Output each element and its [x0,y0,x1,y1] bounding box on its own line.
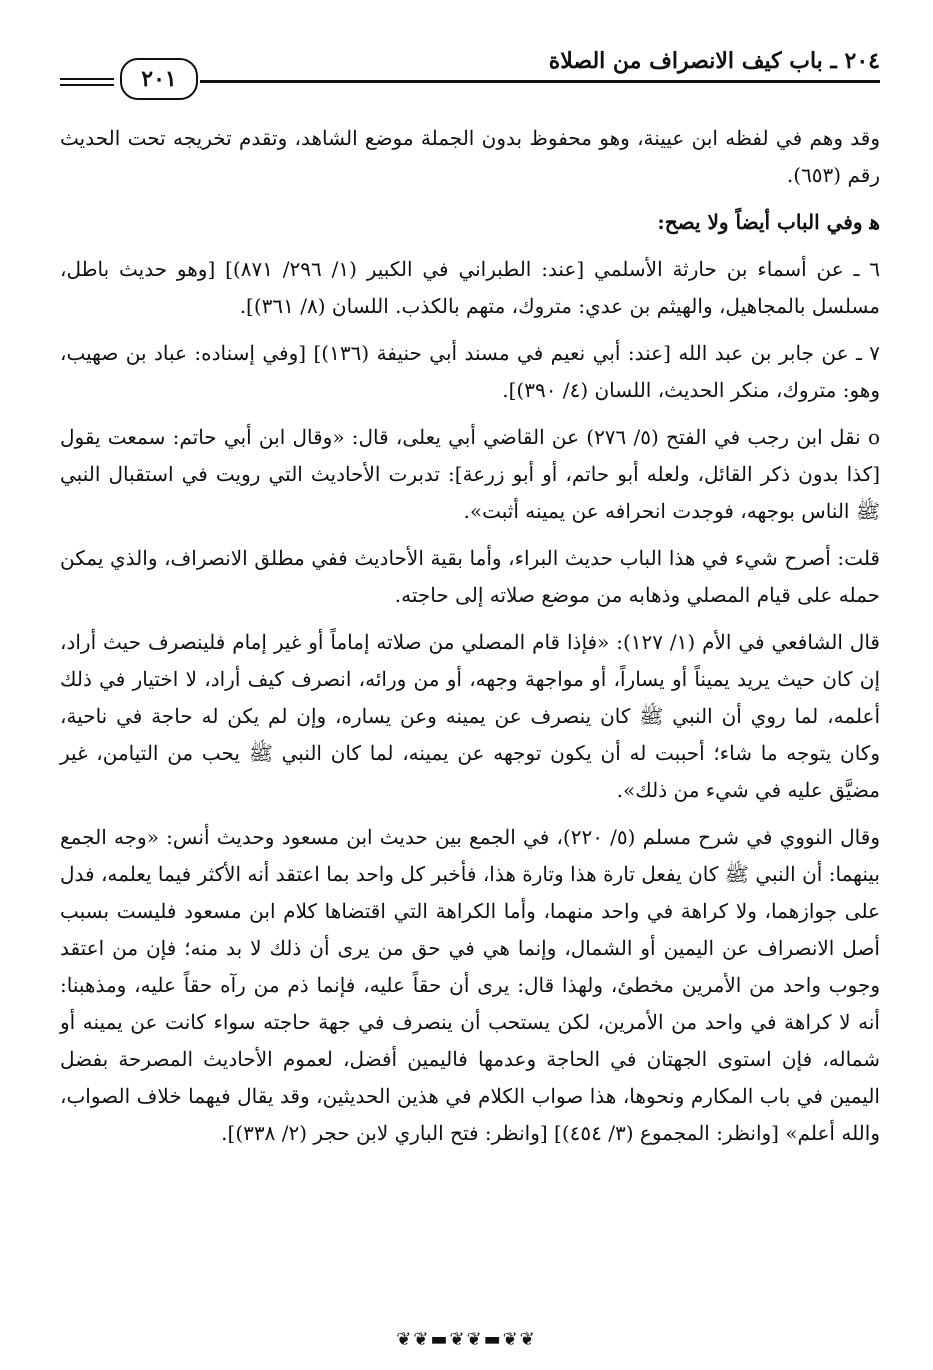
header-rule-left-bottom [60,84,114,86]
paragraph: ο نقل ابن رجب في الفتح (٥/ ٢٧٦) عن القاضي أبي يعلى، قال: «وقال ابن أبي حاتم: سمعت يقول [كذا بدون ذكر القائل، ولعله أبو حاتم، أو أبو زرعة]: تدبرت الأحاديث التي رويت في استقبال النبي ﷺ الناس بوجهه، فوجدت انحرافه عن يمينه أثبت». [60,425,880,523]
paragraph: قلت: أصرح شيء في هذا الباب حديث البراء، وأما بقية الأحاديث ففي مطلق الانصراف، والذي يمكن حمله على قيام المصلي وذهابه من موضع صلاته إلى حاجته. [60,546,880,607]
paragraph: ٧ ـ عن جابر بن عبد الله [عند: أبي نعيم في مسند أبي حنيفة (١٣٦)] [وفي إسناده: عباد بن صهيب، وهو: متروك، منكر الحديث، اللسان (٤/ ٣٩٠)]. [60,341,880,402]
footer-ornament: ❦❦▬❦❦▬❦❦ [396,1329,537,1350]
paragraph: ٦ ـ عن أسماء بن حارثة الأسلمي [عند: الطبراني في الكبير (١/ ٢٩٦/ ٨٧١)] [وهو حديث باطل، مسلسل بالمجاهيل، والهيثم بن عدي: متروك، متهم بالكذب. اللسان (٨/ ٣٦١)]. [60,257,880,318]
header-rule-left-top [60,78,114,80]
paragraph: وقد وهم في لفظه ابن عيينة، وهو محفوظ بدون الجملة موضع الشاهد، وتقدم تخريجه تحت الحديث رقم (٦٥٣). [60,126,880,187]
paragraph: قال الشافعي في الأم (١/ ١٢٧): «فإذا قام المصلي من صلاته إماماً أو غير إمام فلينصرف حيث أراد، إن كان حيث يريد يميناً أو يساراً، أو مواجهة وجهه، أو من ورائه، انصرف كيف أراد، لا اختيار في ذلك أعلمه، لما روي أن النبي ﷺ كان ينصرف عن يمينه وعن يساره، وإن لم يكن له حاجة في ناحية، وكان يتوجه ما شاء؛ أحببت له أن يكون توجهه عن يمينه، لما كان النبي ﷺ يحب من التيامن، غير مضيَّق عليه في شيء من ذلك». [60,630,881,802]
page-header [60,40,880,100]
section-heading: ﻫ وفي الباب أيضاً ولا يصح: [657,210,880,234]
chapter-title: ٢٠٤ ـ باب كيف الانصراف من الصلاة [548,48,880,74]
page [60,40,880,1340]
paragraph: وقال النووي في شرح مسلم (٥/ ٢٢٠)، في الجمع بين حديث ابن مسعود وحديث أنس: «وجه الجمع بينهما: أن النبي ﷺ كان يفعل تارة هذا وتارة هذا، فأخبر كل واحد بما اعتقد أنه الأكثر فيما يعلمه، فدل على جوازهما، ولا كراهة في واحد منهما، وأما الكراهة التي اقتضاها كلام ابن مسعود فليست بسبب أصل الانصراف عن اليمين أو الشمال، وإنما هي في حق من يرى أن ذلك لا بد منه؛ فإن من اعتقد وجوب واحد من الأمرين مخطئ، ولهذا قال: يرى أن حقاً عليه، فإنما ذم من رآه حقاً عليه، ومذهبنا: أنه لا كراهة في واحد من الأمرين، لكن يستحب أن ينصرف في جهة حاجته سواء كانت عن يمينه أو شماله، فإن استوى الجهتان في الحاجة وعدمها فاليمين أفضل، لعموم الأحاديث المصرحة بفضل اليمين في باب المكارم ونحوها، هذا صواب الكلام في هذين الحديثين، وقد يقال فيهما خلاف الصواب، والله أعلم» [وانظر: المجموع (٣/ ٤٥٤)] [وانظر: فتح الباري لابن حجر (٢/ ٣٣٨)]. [60,825,880,1145]
page-number: ٢٠١ [120,58,198,100]
header-rule [200,80,880,83]
body-text [60,120,880,1152]
